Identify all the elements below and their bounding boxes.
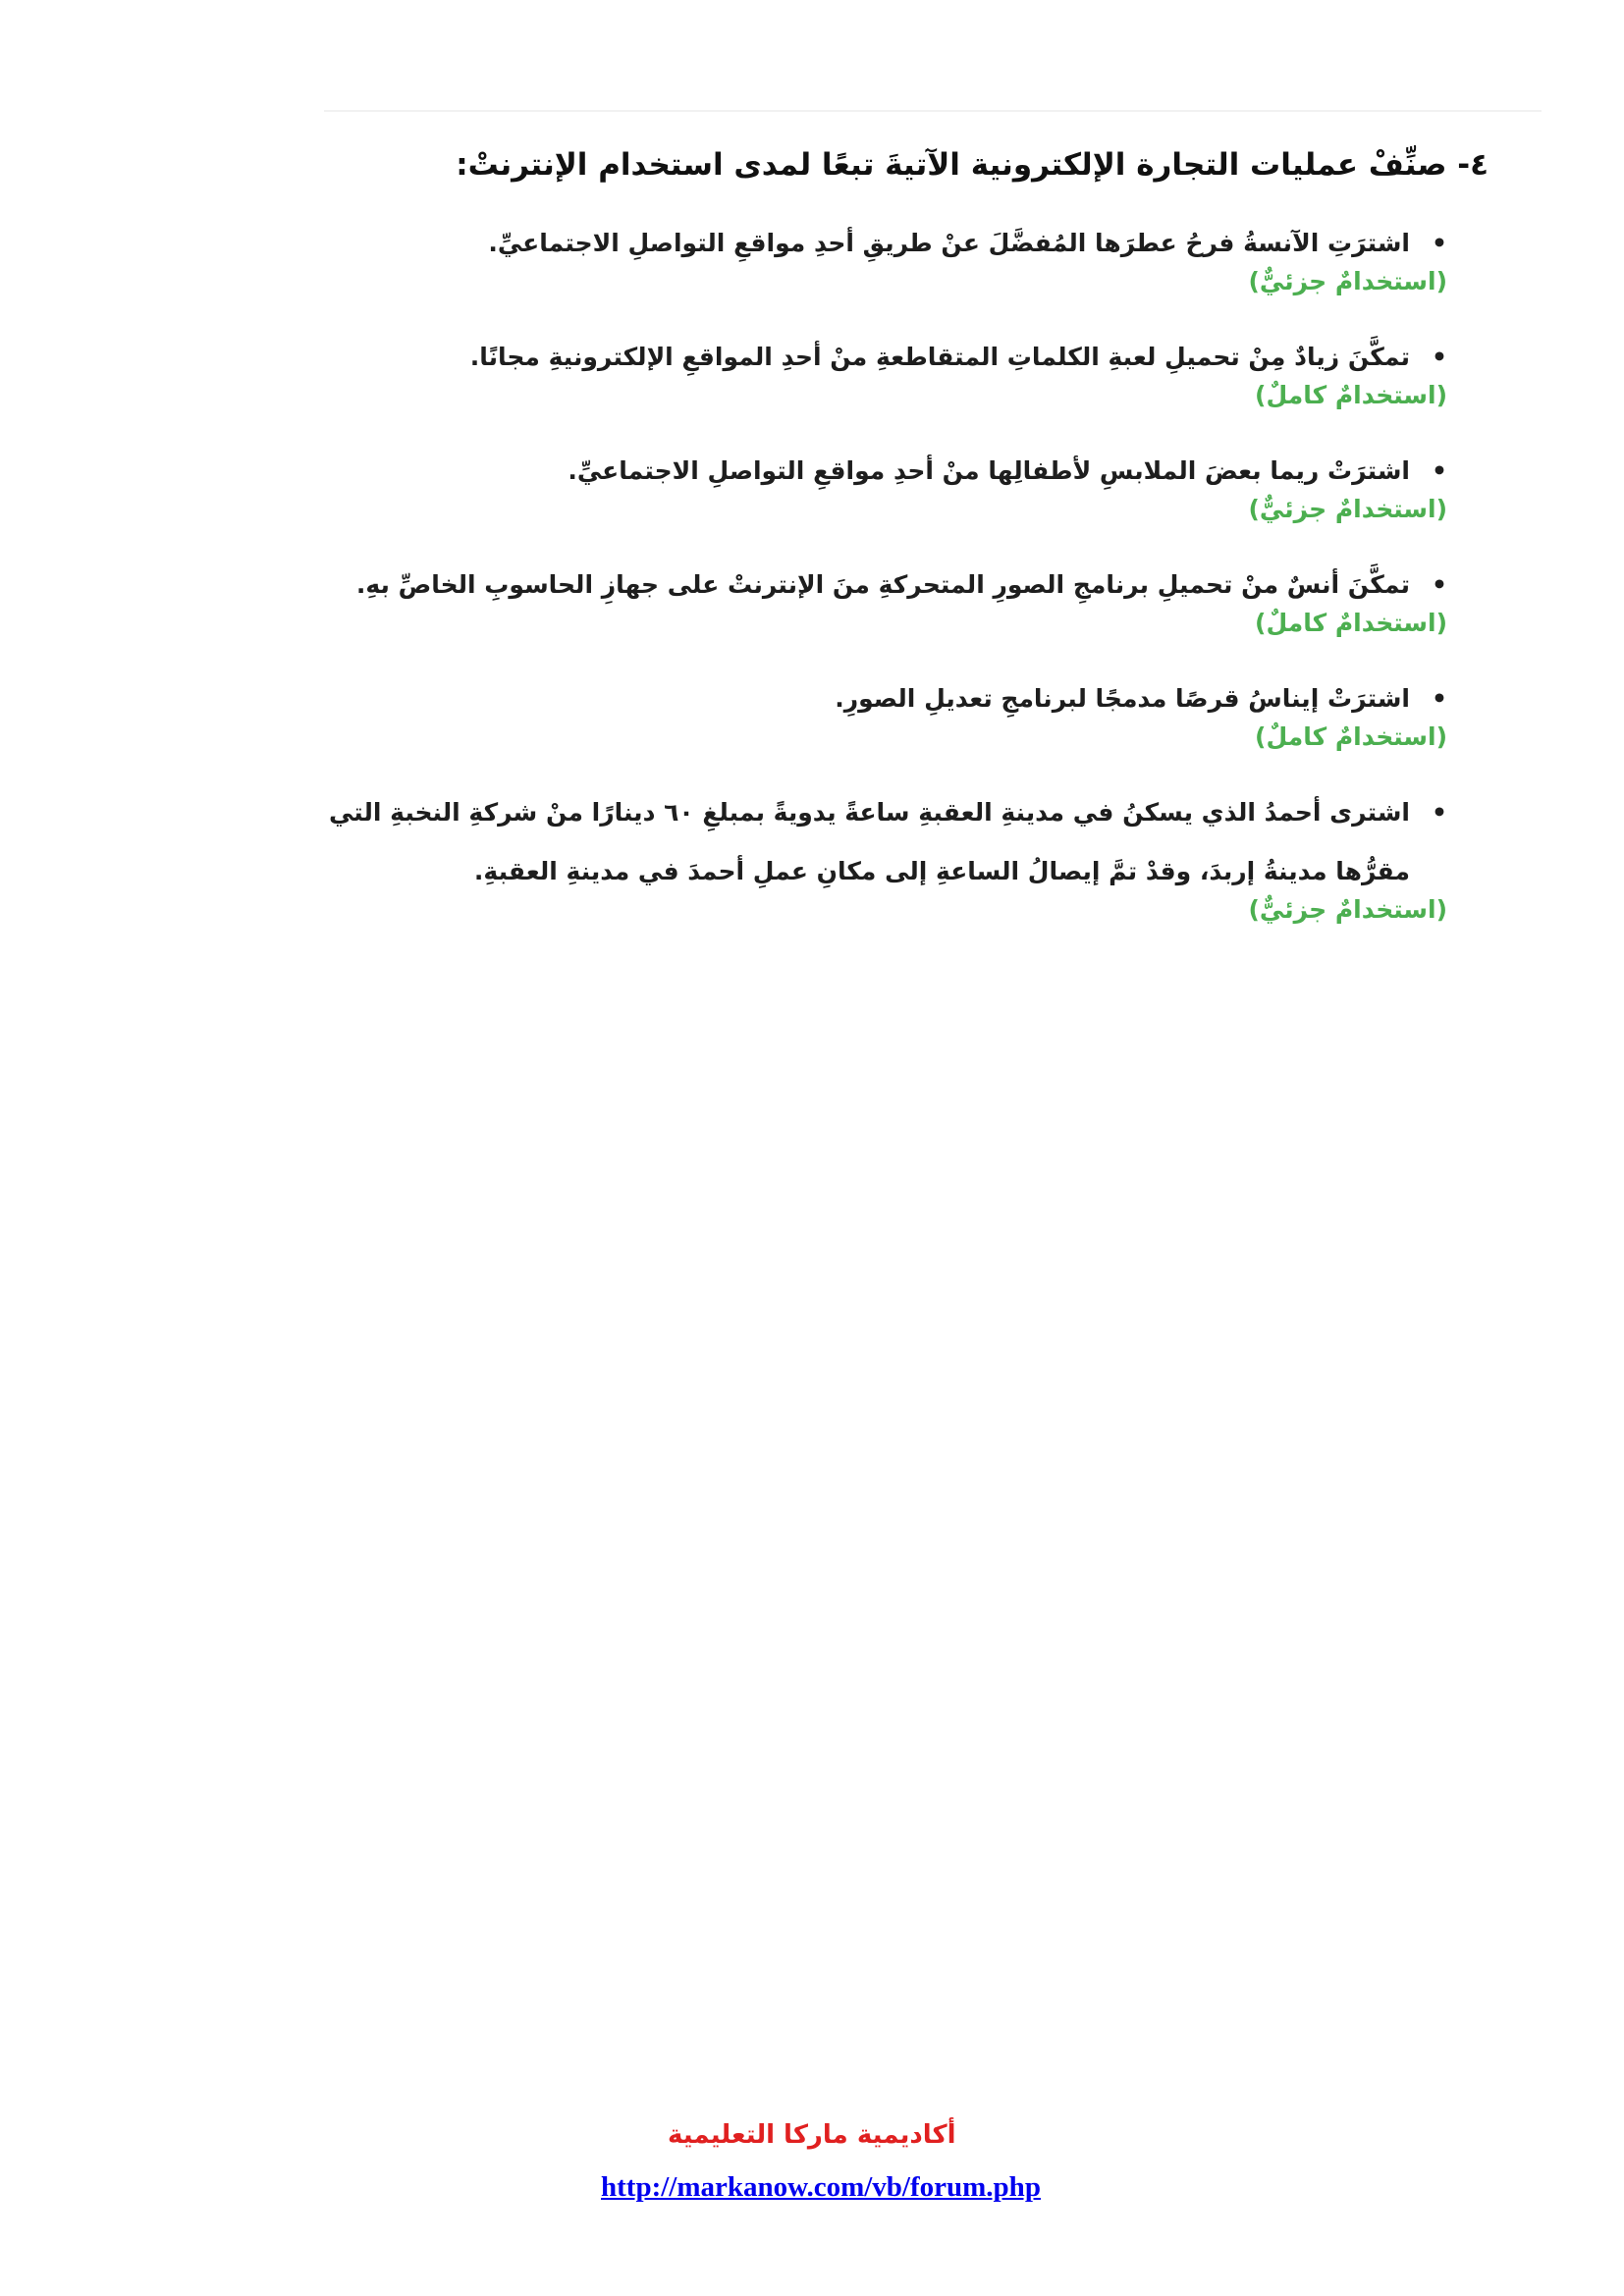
list-item: [251, 328, 1447, 412]
list-item: [251, 442, 1447, 526]
item-answer: (استخدامٌ جزئيٌّ): [1248, 267, 1447, 295]
item-list: [251, 214, 1489, 927]
list-item: [251, 669, 1447, 754]
footer-academy-name: أكاديمية ماركا التعليمية: [668, 2120, 956, 2150]
item-text-wrap: [251, 214, 1447, 273]
item-text: اشترى أحمدُ الذي يسكنُ في مدينةِ العقبةِ ساعةً يدويةً بمبلغِ ٦٠ دينارًا منْ شركةِ النخبةِ التي مقرُّها مدينةُ إربدَ، وقدْ تمَّ إيصالُ الساعةِ إلى مكانِ عملِ أحمدَ في مدينةِ العقبةِ.: [329, 798, 1410, 885]
item-text-wrap: [251, 669, 1447, 728]
item-answer: (استخدامٌ كاملٌ): [1255, 381, 1447, 409]
exercise-content: [251, 137, 1489, 956]
item-text: اشترَتْ إيناسُ قرصًا مدمجًا لبرنامجِ تعديلِ الصورِ.: [835, 684, 1410, 713]
item-text: تمكَّنَ أنسٌ منْ تحميلِ برنامجِ الصورِ المتحركةِ منَ الإنترنتْ على جهازِ الحاسوبِ الخاصِّ بهِ.: [355, 570, 1410, 599]
question-title: ٤- صنِّفْ عمليات التجارة الإلكترونية الآتيةَ تبعًا لمدى استخدام الإنترنتْ:: [456, 147, 1489, 183]
item-text: اشترَتْ ريما بعضَ الملابسِ لأطفالِها منْ أحدِ مواقعِ التواصلِ الاجتماعيِّ.: [568, 456, 1410, 485]
list-item: [251, 556, 1447, 640]
item-text-wrap: [251, 556, 1447, 614]
item-text-wrap: [251, 328, 1447, 387]
item-answer: (استخدامٌ كاملٌ): [1255, 722, 1447, 751]
item-answer: (استخدامٌ كاملٌ): [1255, 609, 1447, 637]
item-text-wrap: [251, 442, 1447, 501]
bullet-icon: •: [1432, 229, 1447, 257]
item-answer: (استخدامٌ جزئيٌّ): [1248, 495, 1447, 523]
bullet-icon: •: [1432, 570, 1447, 599]
bullet-icon: •: [1432, 456, 1447, 485]
list-item: [251, 783, 1447, 927]
bullet-icon: •: [1432, 798, 1447, 827]
item-text: تمكَّنَ زيادٌ مِنْ تحميلِ لعبةِ الكلماتِ المتقاطعةِ منْ أحدِ المواقعِ الإلكترونيةِ مجانًا.: [469, 343, 1410, 371]
bullet-icon: •: [1432, 343, 1447, 371]
item-answer: (استخدامٌ جزئيٌّ): [1248, 895, 1447, 924]
top-rule: [324, 110, 1542, 112]
item-text-wrap: [251, 783, 1447, 901]
bullet-icon: •: [1432, 684, 1447, 713]
footer-forum-link[interactable]: http://markanow.com/vb/forum.php: [601, 2171, 1041, 2203]
item-text: اشترَتِ الآنسةُ فرحُ عطرَها المُفضَّلَ عنْ طريقِ أحدِ مواقعِ التواصلِ الاجتماعيِّ.: [488, 229, 1410, 257]
list-item: [251, 214, 1447, 298]
